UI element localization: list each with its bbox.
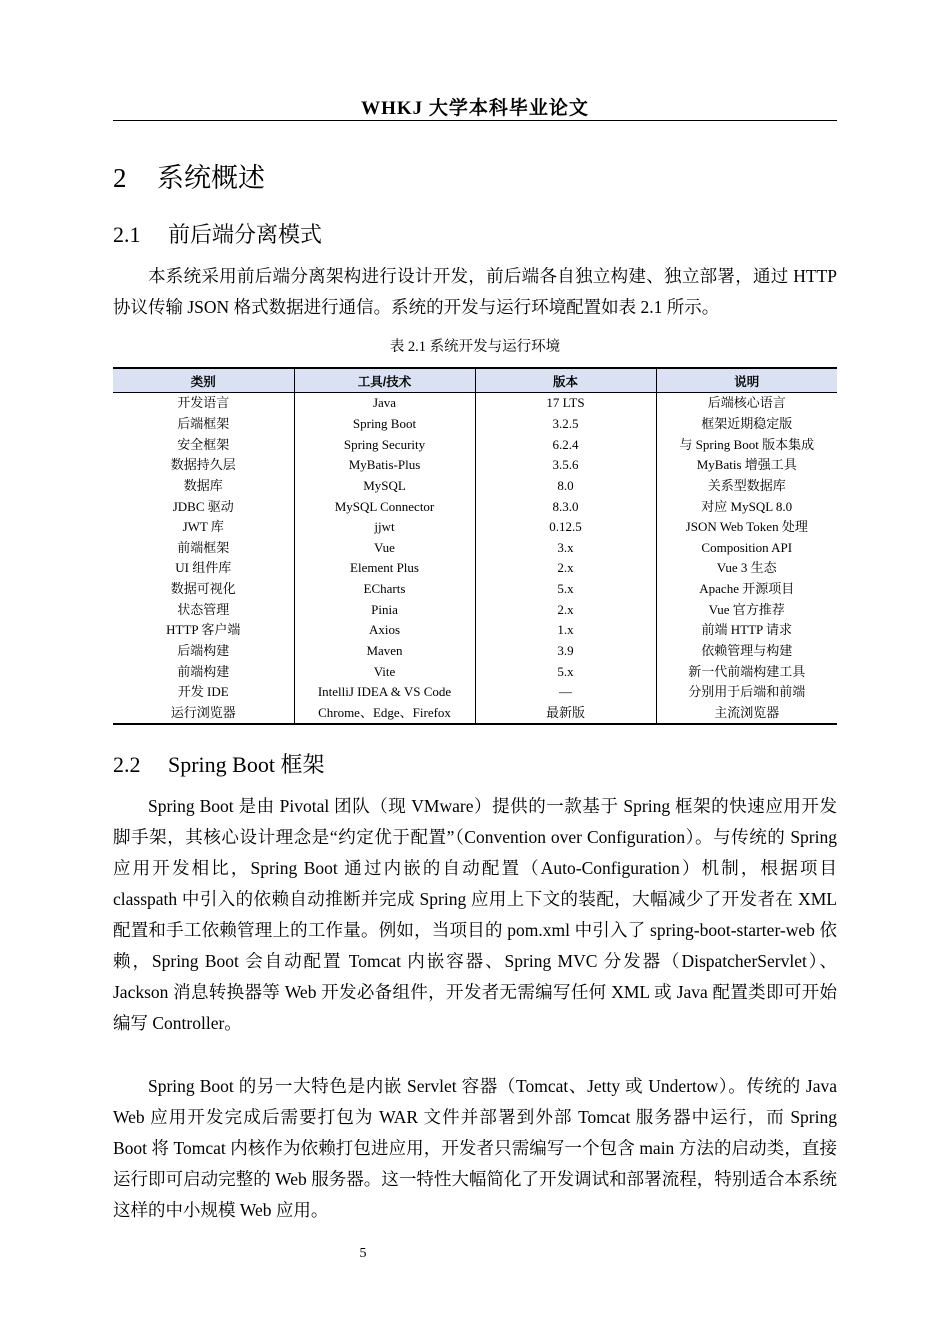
column-header: 说明 xyxy=(656,368,837,393)
table-cell: MyBatis-Plus xyxy=(294,455,475,476)
table-cell: Vue 官方推荐 xyxy=(656,599,837,620)
chapter-heading xyxy=(113,156,265,195)
table-header-row xyxy=(113,368,837,393)
table-cell: Element Plus xyxy=(294,558,475,579)
table-cell: 3.x xyxy=(475,537,656,558)
environment-table xyxy=(113,367,837,725)
table-cell: 主流浏览器 xyxy=(656,703,837,725)
table-caption: 表 2.1 系统开发与运行环境 xyxy=(389,339,561,355)
section-number: 2.1 xyxy=(113,222,141,247)
table-cell: 运行浏览器 xyxy=(113,703,294,725)
table-cell: 最新版 xyxy=(475,703,656,725)
table-cell: JWT 库 xyxy=(182,519,224,535)
table-cell: 0.12.5 xyxy=(475,517,656,538)
column-header: 版本 xyxy=(475,368,656,393)
table-cell: Apache 开源项目 xyxy=(656,579,837,600)
table-cell: 后端核心语言 xyxy=(656,393,837,414)
table-cell: 3.9 xyxy=(475,641,656,662)
table-cell: 前端构建 xyxy=(177,663,230,679)
chapter-number: 2 xyxy=(113,163,127,193)
table-cell: MyBatis 增强工具 xyxy=(656,455,837,476)
table-cell: 框架近期稳定版 xyxy=(656,414,837,435)
table-cell: 后端构建 xyxy=(177,643,230,658)
table-cell: HTTP 客户端 xyxy=(166,622,241,638)
table-cell: Chrome、Edge、Firefox xyxy=(294,703,475,725)
header-rule xyxy=(113,120,837,121)
table-cell: 后端框架 xyxy=(177,415,230,431)
table-row xyxy=(113,434,837,455)
table-cell: Java xyxy=(294,393,475,414)
table-cell: Vue xyxy=(294,537,475,558)
table-cell: ECharts xyxy=(294,579,475,600)
chapter-title: 系统概述 xyxy=(157,163,265,193)
table-cell: UI 组件库 xyxy=(175,560,232,576)
section-2-2-paragraph-2: Spring Boot 的另一大特色是内嵌 Servlet 容器（Tomcat、Jetty 或 Undertow）。传统的 Java Web 应用开发完成后需要打包为 WAR 文件并部署到外部 Tomcat 服务器中运行，而 Spring Boot 将 Tomcat 内核作为依赖打包进应用，开发者只需编写一个包含 main 方法的启动类，直接运行即可启动完整的 Web 服务器。这一特性大幅简化了开发调试和部署流程，特别适合本系统这样的中小规模 Web 应用。 xyxy=(113,1076,837,1220)
table-cell: 安全框架 xyxy=(177,436,230,452)
table-cell: Vue 3 生态 xyxy=(656,558,837,579)
table-row xyxy=(113,517,837,538)
table-cell: Spring Security xyxy=(294,434,475,455)
section-title: Spring Boot 框架 xyxy=(168,752,325,777)
table-row xyxy=(113,558,837,579)
table-cell: 新一代前端构建工具 xyxy=(656,661,837,682)
table-cell: 5.x xyxy=(475,661,656,682)
table-cell: Composition API xyxy=(656,537,837,558)
table-cell: jjwt xyxy=(294,517,475,538)
table-cell: 关系型数据库 xyxy=(656,476,837,497)
table-row xyxy=(113,414,837,435)
table-cell: Pinia xyxy=(294,599,475,620)
table-cell: 3.2.5 xyxy=(475,414,656,435)
table-cell: MySQL xyxy=(294,476,475,497)
running-header: WHKJ 大学本科毕业论文 xyxy=(361,98,589,119)
table-cell: 3.5.6 xyxy=(475,455,656,476)
section-number: 2.2 xyxy=(113,752,141,777)
table-cell: Spring Boot xyxy=(294,414,475,435)
table-row xyxy=(113,599,837,620)
table-row xyxy=(113,476,837,497)
table-cell: JDBC 驱动 xyxy=(172,498,234,514)
table-cell: 前端框架 xyxy=(177,539,230,555)
section-heading-2-2 xyxy=(113,748,324,779)
table-cell: — xyxy=(475,682,656,703)
table-cell: Axios xyxy=(294,620,475,641)
table-cell: 状态管理 xyxy=(177,601,230,617)
column-header: 类别 xyxy=(113,368,294,393)
table-cell: 依赖管理与构建 xyxy=(656,641,837,662)
table-cell: 对应 MySQL 8.0 xyxy=(656,496,837,517)
table-row xyxy=(113,455,837,476)
table-cell: 开发语言 xyxy=(177,395,230,411)
table-cell: 与 Spring Boot 版本集成 xyxy=(656,434,837,455)
table-cell: 分别用于后端和前端 xyxy=(656,682,837,703)
section-heading-2-1 xyxy=(113,218,322,249)
table-row xyxy=(113,661,837,682)
table-cell: 数据可视化 xyxy=(170,581,236,597)
section-2-2-paragraph-1: Spring Boot 是由 Pivotal 团队（现 VMware）提供的一款基于 Spring 框架的快速应用开发脚手架，其核心设计理念是“约定优于配置”（Convention over Configuration）。与传统的 Spring 应用开发相比，Spring Boot 通过内嵌的自动配置（Auto-Configuration）机制，根据项目 classpath 中引入的依赖自动推断并完成 Spring 应用上下文的装配，大幅减少了开发者在 XML 配置和手工依赖管理上的工作量。例如，当项目的 pom.xml 中引入了 spring-boot-starter-web 依赖，Spring Boot 会自动配置 Tomcat 内嵌容器、Spring MVC 分发器（DispatcherServlet）、Jackson 消息转换器等 Web 开发必备组件，开发者无需编写任何 XML 或 Java 配置类即可开始编写 Controller。 xyxy=(113,796,837,1033)
section-2-1-paragraph: 本系统采用前后端分离架构进行设计开发，前后端各自独立构建、独立部署，通过 HTTP 协议传输 JSON 格式数据进行通信。系统的开发与运行环境配置如表 2.1 所示。 xyxy=(113,266,837,317)
table-row xyxy=(113,703,837,725)
section-title: 前后端分离模式 xyxy=(168,222,323,247)
table-row xyxy=(113,620,837,641)
table-row xyxy=(113,537,837,558)
table-cell: 1.x xyxy=(475,620,656,641)
table-row xyxy=(113,496,837,517)
page-number: 5 xyxy=(359,1246,367,1261)
table-cell: 8.0 xyxy=(475,476,656,497)
table-cell: 5.x xyxy=(475,579,656,600)
table-cell: 2.x xyxy=(475,558,656,579)
table-cell: 17 LTS xyxy=(475,393,656,414)
table-cell: MySQL Connector xyxy=(294,496,475,517)
table-row xyxy=(113,641,837,662)
table-cell: 6.2.4 xyxy=(475,434,656,455)
column-header: 工具/技术 xyxy=(294,368,475,393)
table-cell: 前端 HTTP 请求 xyxy=(656,620,837,641)
table-cell: 2.x xyxy=(475,599,656,620)
table-row xyxy=(113,579,837,600)
table-cell: 数据持久层 xyxy=(170,457,236,473)
table-cell: JSON Web Token 处理 xyxy=(656,517,837,538)
table-cell: IntelliJ IDEA & VS Code xyxy=(294,682,475,703)
table-row xyxy=(113,682,837,703)
table-cell: 数据库 xyxy=(183,477,223,493)
table-cell: 8.3.0 xyxy=(475,496,656,517)
table-cell: Maven xyxy=(294,641,475,662)
table-row xyxy=(113,393,837,414)
table-cell: Vite xyxy=(294,661,475,682)
table-cell: 开发 IDE xyxy=(177,684,229,700)
